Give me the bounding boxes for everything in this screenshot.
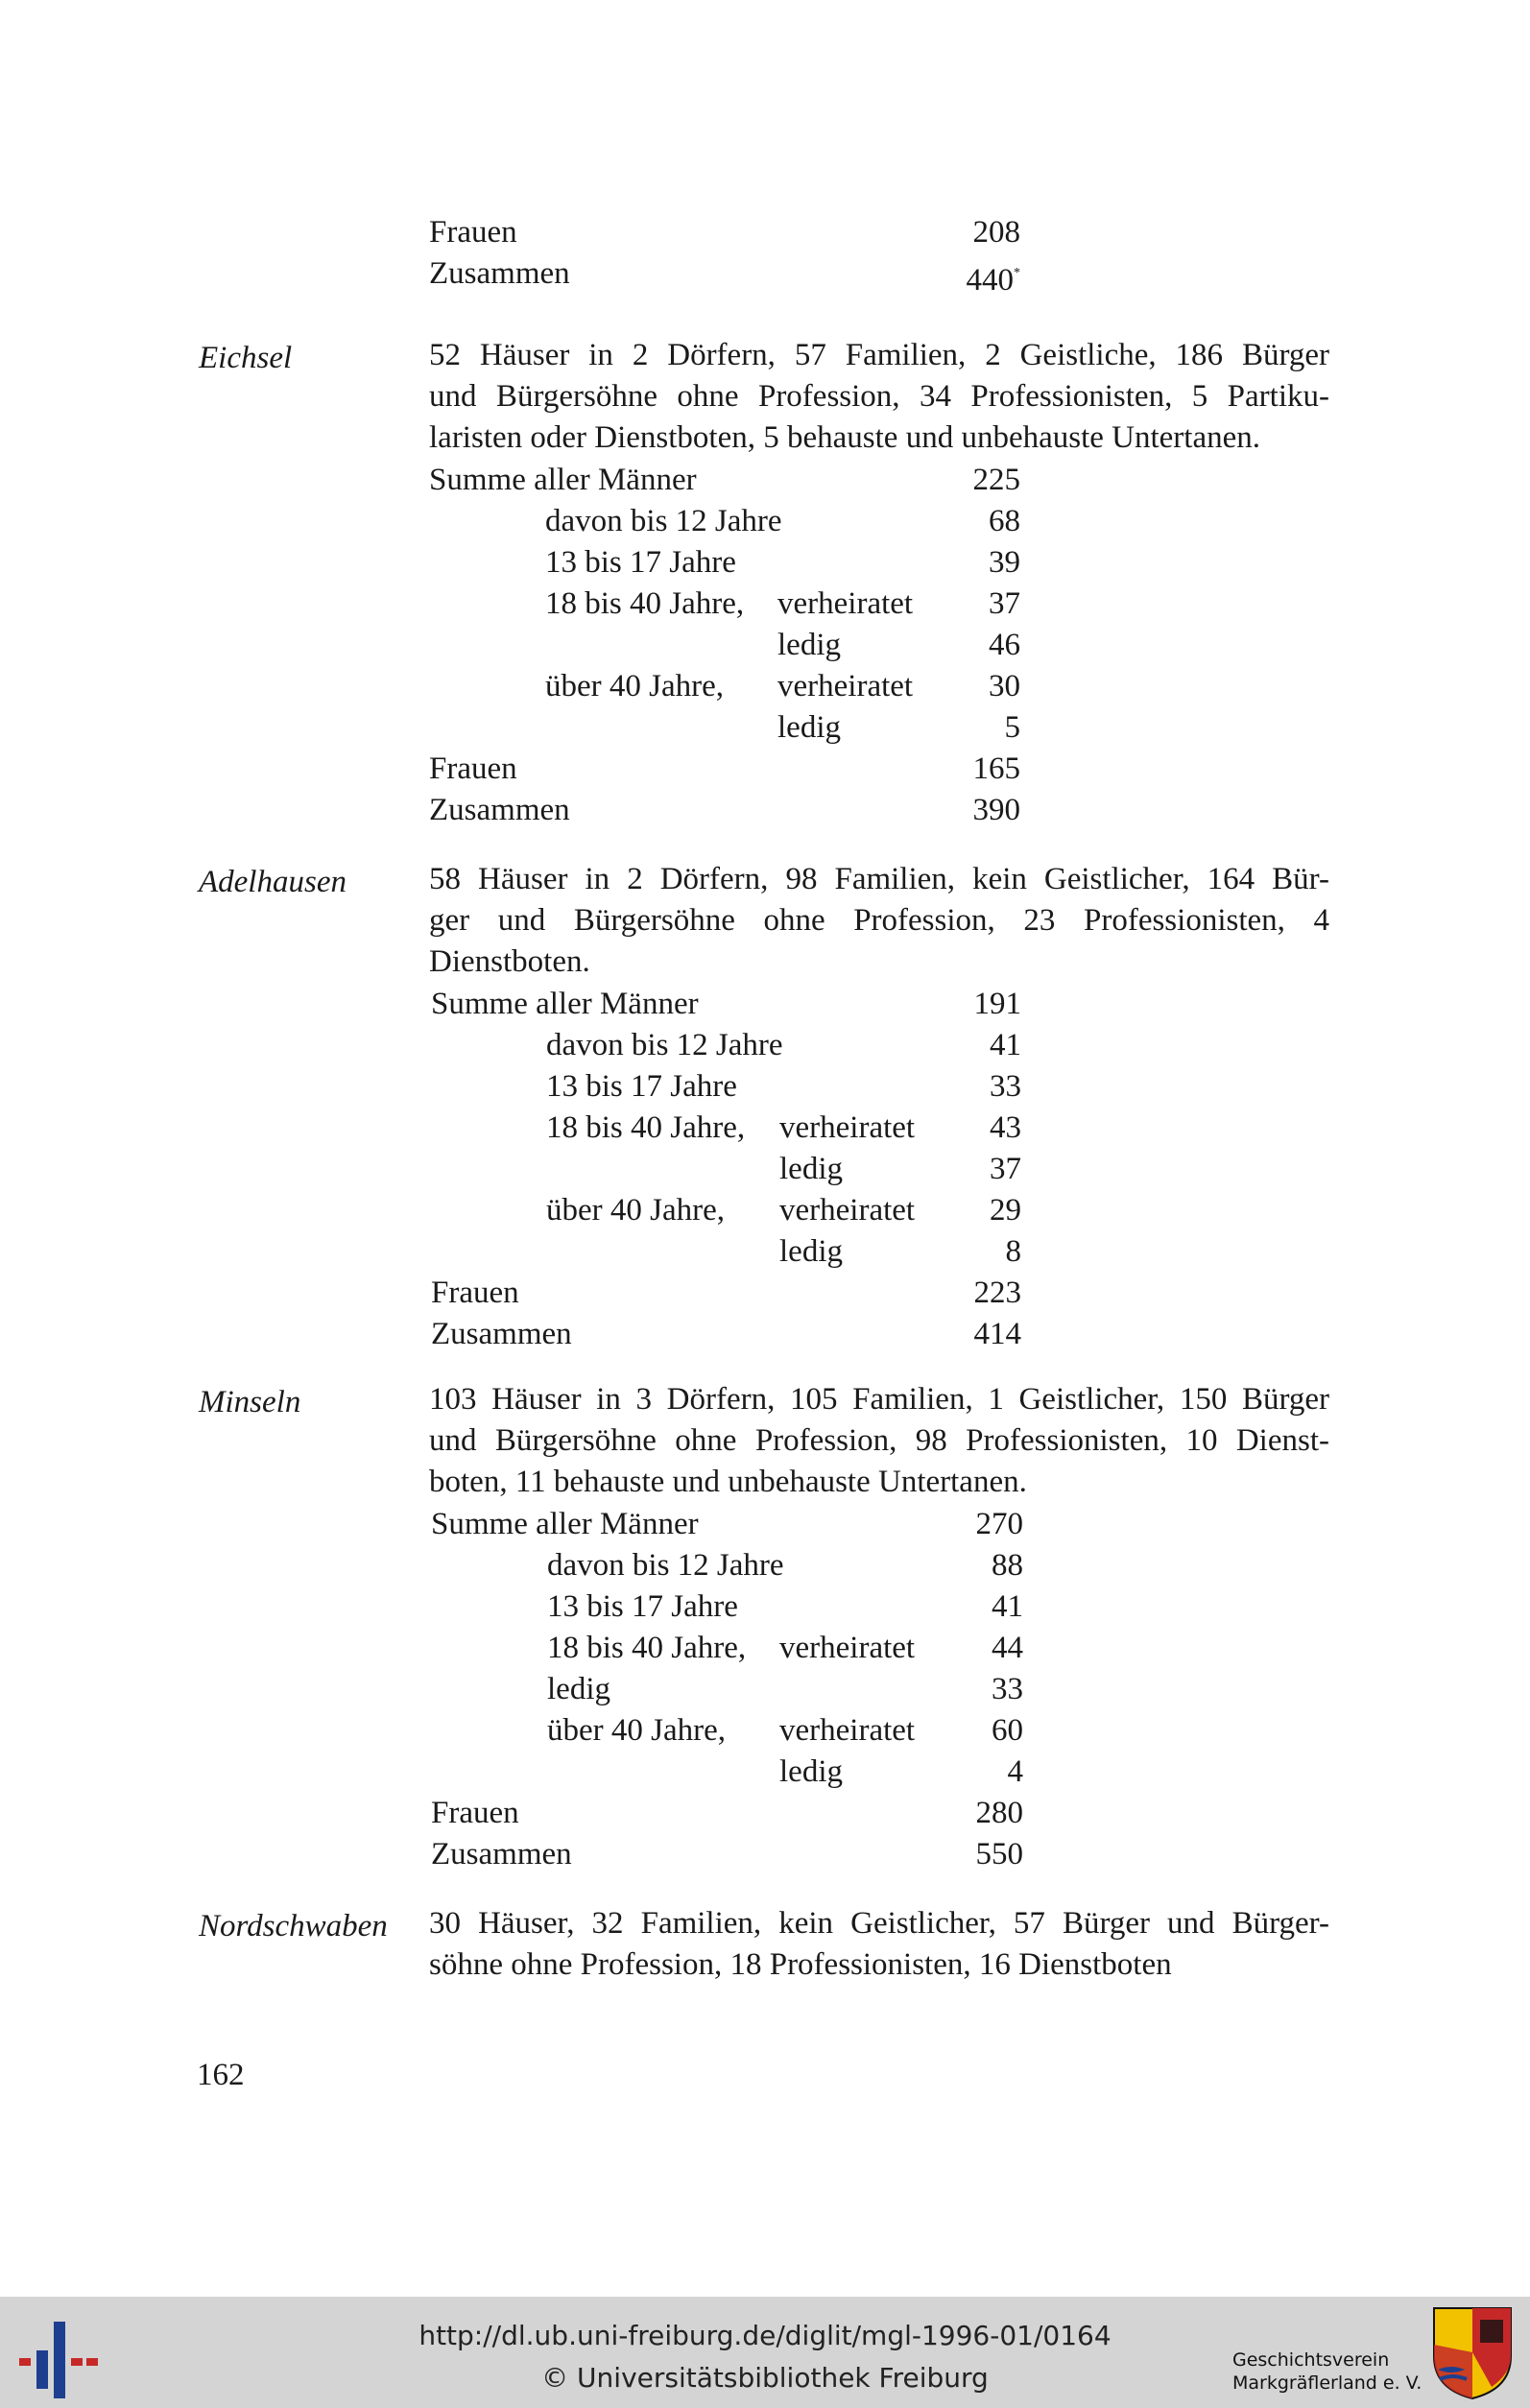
- section-description: [429, 859, 1329, 983]
- ledig-label: ledig: [779, 1234, 843, 1269]
- age-13-17-label: 13 bis 17 Jahre: [545, 545, 736, 580]
- zusammen-value: 414: [973, 1317, 1021, 1351]
- copyright-text: © Universitätsbibliothek Freiburg: [541, 2362, 989, 2394]
- frauen-label: Frauen: [431, 1796, 519, 1830]
- age-18-40-ledig-value: 46: [989, 628, 1020, 662]
- age-13-17-label: 13 bis 17 Jahre: [546, 1069, 737, 1104]
- frauen-label: Frauen: [429, 751, 517, 786]
- description-line: ger und Bürgersöhne ohne Profession, 23 Professionisten, 4: [429, 903, 1329, 938]
- verheiratet-label: verheiratet: [779, 1193, 916, 1228]
- description-line: 52 Häuser in 2 Dörfern, 57 Familien, 2 Geistliche, 186 Bürger: [429, 338, 1329, 372]
- ueber-40-verheiratet-value: 30: [989, 669, 1020, 703]
- ledig-label: ledig: [779, 1152, 843, 1186]
- frauen-label: Frauen: [429, 215, 517, 250]
- society-name: [1232, 2348, 1422, 2395]
- section-description: [429, 335, 1329, 459]
- age-18-40-ledig-value: 37: [990, 1152, 1021, 1186]
- verheiratet-label: verheiratet: [779, 1713, 916, 1748]
- verheiratet-label: verheiratet: [779, 1631, 916, 1665]
- section-description: [429, 1903, 1329, 1986]
- summe-label: Summe aller Männer: [431, 1507, 699, 1541]
- society-name-line1: Geschichtsverein: [1232, 2349, 1390, 2371]
- coat-of-arms-icon: [1432, 2306, 1513, 2400]
- summe-value: 270: [975, 1507, 1023, 1541]
- frauen-label: Frauen: [431, 1276, 519, 1310]
- zusammen-label: Zusammen: [429, 256, 570, 291]
- page-number: 162: [197, 2058, 245, 2092]
- description-line: boten, 11 behauste und unbehauste Untertanen.: [429, 1465, 1027, 1499]
- summe-label: Summe aller Männer: [429, 463, 697, 497]
- description-line: und Bürgersöhne ohne Profession, 34 Professionisten, 5 Partiku-: [429, 379, 1329, 414]
- age-18-40-label: 18 bis 40 Jahre,: [546, 1110, 746, 1145]
- age-13-17-value: 33: [990, 1069, 1021, 1104]
- age-18-40-verheiratet-value: 37: [989, 586, 1020, 621]
- age-18-40-label: 18 bis 40 Jahre,: [545, 586, 745, 621]
- section-description: [429, 1379, 1329, 1503]
- footnote-mark: *: [1014, 266, 1020, 280]
- ledig-label: ledig: [779, 1754, 843, 1789]
- ueber-40-label: über 40 Jahre,: [546, 1193, 726, 1228]
- place-name: Minseln: [199, 1385, 301, 1419]
- age-13-17-value: 39: [989, 545, 1020, 580]
- description-line: söhne ohne Profession, 18 Professionisten, 16 Dienstboten: [429, 1947, 1172, 1982]
- age-13-17-value: 41: [992, 1589, 1023, 1624]
- bis12-value: 41: [990, 1028, 1021, 1062]
- bis12-label: davon bis 12 Jahre: [545, 504, 782, 538]
- bis12-value: 68: [989, 504, 1020, 538]
- ueber-40-ledig-value: 8: [1005, 1234, 1021, 1269]
- ueber-40-ledig-value: 4: [1007, 1754, 1023, 1789]
- description-line: und Bürgersöhne ohne Profession, 98 Professionisten, 10 Dienst-: [429, 1423, 1329, 1458]
- place-name: Eichsel: [199, 341, 293, 375]
- summe-value: 225: [972, 463, 1020, 497]
- zusammen-label: Zusammen: [431, 1317, 572, 1351]
- ueber-40-ledig-value: 5: [1004, 710, 1020, 745]
- description-line: 58 Häuser in 2 Dörfern, 98 Familien, kein Geistlicher, 164 Bür-: [429, 862, 1329, 896]
- description-line: 103 Häuser in 3 Dörfern, 105 Familien, 1 Geistlicher, 150 Bürger: [429, 1382, 1329, 1417]
- summe-label: Summe aller Männer: [431, 987, 699, 1021]
- ueber-40-label: über 40 Jahre,: [547, 1713, 727, 1748]
- permalink-link[interactable]: http://dl.ub.uni-freiburg.de/diglit/mgl-1996-01/0164: [418, 2320, 1112, 2351]
- verheiratet-label: verheiratet: [777, 586, 914, 621]
- ledig-label: ledig: [777, 710, 841, 745]
- ueber-40-verheiratet-value: 29: [990, 1193, 1021, 1228]
- age-18-40-verheiratet-value: 44: [992, 1631, 1023, 1665]
- age-18-40-ledig-value: 33: [992, 1672, 1023, 1706]
- frauen-value: 223: [973, 1276, 1021, 1310]
- frauen-value: 208: [972, 215, 1020, 250]
- zusammen-value: 390: [972, 793, 1020, 827]
- ledig-label: ledig: [777, 628, 841, 662]
- age-13-17-label: 13 bis 17 Jahre: [547, 1589, 738, 1624]
- footer-bar: [0, 2297, 1530, 2408]
- age-18-40-verheiratet-value: 43: [990, 1110, 1021, 1145]
- frauen-value: 280: [975, 1796, 1023, 1830]
- frauen-value: 165: [972, 751, 1020, 786]
- description-line: 30 Häuser, 32 Familien, kein Geistlicher, 57 Bürger und Bürger-: [429, 1906, 1329, 1941]
- description-line: Dienstboten.: [429, 944, 590, 979]
- zusammen-value: 440*: [966, 263, 1020, 298]
- bis12-label: davon bis 12 Jahre: [547, 1548, 784, 1583]
- ledig-label: ledig: [547, 1672, 610, 1706]
- zusammen-label: Zusammen: [429, 793, 570, 827]
- society-name-line2: Markgräflerland e. V.: [1232, 2372, 1422, 2394]
- summe-value: 191: [973, 987, 1021, 1021]
- ueber-40-verheiratet-value: 60: [992, 1713, 1023, 1748]
- bis12-value: 88: [992, 1548, 1023, 1583]
- bis12-label: davon bis 12 Jahre: [546, 1028, 783, 1062]
- ueber-40-label: über 40 Jahre,: [545, 669, 725, 703]
- zusammen-label: Zusammen: [431, 1837, 572, 1872]
- verheiratet-label: verheiratet: [777, 669, 914, 703]
- age-18-40-label: 18 bis 40 Jahre,: [547, 1631, 747, 1665]
- description-line: laristen oder Dienstboten, 5 behauste und unbehauste Untertanen.: [429, 420, 1260, 455]
- place-name: Nordschwaben: [199, 1909, 388, 1943]
- verheiratet-label: verheiratet: [779, 1110, 916, 1145]
- zusammen-value: 550: [975, 1837, 1023, 1872]
- place-name: Adelhausen: [199, 865, 347, 899]
